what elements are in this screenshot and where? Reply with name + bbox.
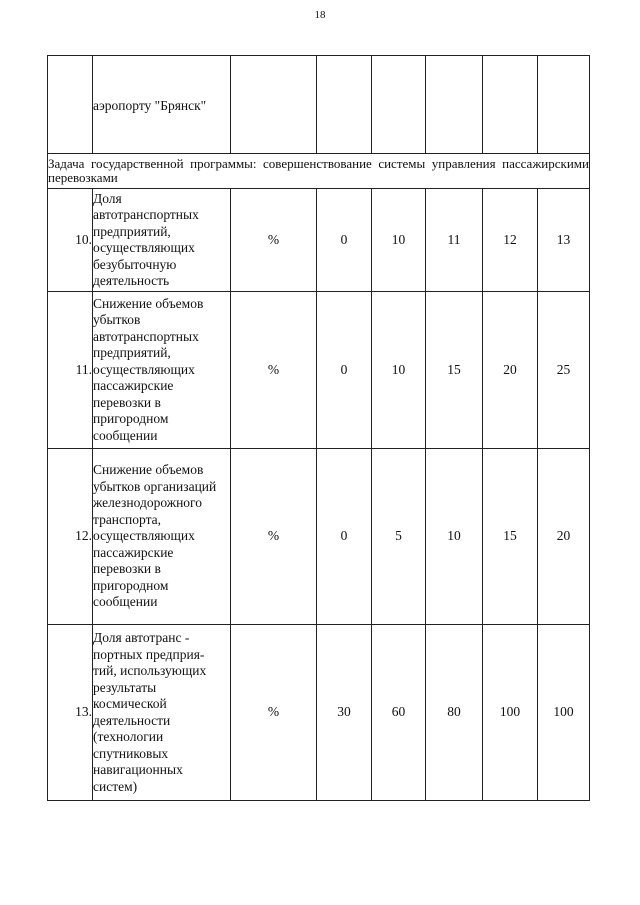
task-header: Задача государственной программы: совершенствование системы управления пассажирскими перевозками	[48, 154, 590, 189]
row-value: 15	[426, 292, 483, 449]
table-row	[48, 56, 590, 154]
row-value: 0	[317, 189, 372, 292]
row-value: 12	[483, 189, 538, 292]
row-number: 10.	[48, 189, 93, 292]
row-description: Доля автотранспортных предприятий, осуществляющих безубыточную деятельность	[93, 189, 231, 292]
row-unit: %	[231, 292, 317, 449]
row-value: 10	[372, 189, 426, 292]
table-row	[48, 625, 590, 801]
row-value	[372, 56, 426, 154]
row-number: 12.	[48, 449, 93, 625]
row-value	[317, 56, 372, 154]
row-value: 100	[538, 625, 590, 801]
row-value: 60	[372, 625, 426, 801]
row-value: 13	[538, 189, 590, 292]
task-header-row	[48, 154, 590, 189]
row-unit	[231, 56, 317, 154]
row-value	[538, 56, 590, 154]
table-row	[48, 449, 590, 625]
row-value: 10	[426, 449, 483, 625]
row-description: Доля автотранс - портных предприя- тий, использующих результаты космической деятельности (технологии спутниковых навигационных систем)	[93, 625, 231, 801]
row-value: 20	[538, 449, 590, 625]
row-number: 13.	[48, 625, 93, 801]
row-description: Снижение объемов убытков автотранспортных предприятий, осуществляющих пассажирские перевозки в пригородном сообщении	[93, 292, 231, 449]
table-row	[48, 189, 590, 292]
row-value: 30	[317, 625, 372, 801]
page-number: 18	[314, 9, 326, 21]
indicators-table	[47, 55, 590, 801]
row-unit: %	[231, 449, 317, 625]
row-value: 0	[317, 292, 372, 449]
row-value	[483, 56, 538, 154]
row-number	[48, 56, 93, 154]
row-unit: %	[231, 189, 317, 292]
row-description: аэропорту "Брянск"	[93, 56, 231, 154]
row-value: 5	[372, 449, 426, 625]
row-value: 15	[483, 449, 538, 625]
row-value: 100	[483, 625, 538, 801]
row-value: 20	[483, 292, 538, 449]
row-value: 25	[538, 292, 590, 449]
row-value: 80	[426, 625, 483, 801]
row-value: 11	[426, 189, 483, 292]
row-value: 10	[372, 292, 426, 449]
table-row	[48, 292, 590, 449]
row-value: 0	[317, 449, 372, 625]
row-unit: %	[231, 625, 317, 801]
row-description: Снижение объемов убытков организаций железнодорожного транспорта, осуществляющих пассажирские перевозки в пригородном сообщении	[93, 449, 231, 625]
row-value	[426, 56, 483, 154]
row-number: 11.	[48, 292, 93, 449]
